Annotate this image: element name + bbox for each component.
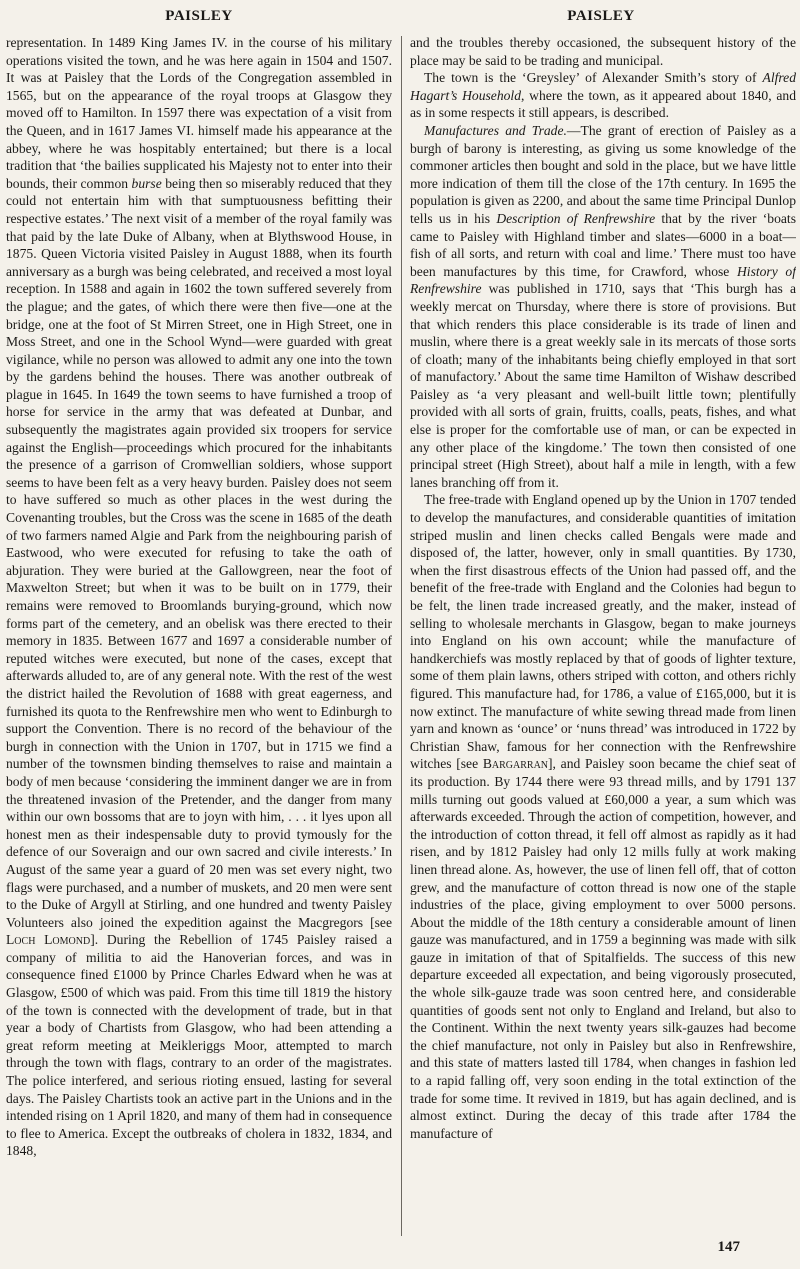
text-run: that by the river ‘boats came to Paisley with Highland timber and slates—6000 in a boat—fish of all sorts, and return with coal and lime.’ There must too have been manufactures by this time, for Crawford, whose bbox=[410, 210, 796, 279]
left-column bbox=[6, 34, 392, 1244]
text-run: The free-trade with England opened up by the Union in 1707 tended to develop the manufactures, and considerable quantities of imitation striped muslin and linen checks called Bengals were made and disposed of, the latter, however, only in small quantities. By 1730, when the first disastrous effects of the Union had passed off, and the benefit of the free-trade with England and the Colonies had begun to be felt, the linen trade increased greatly, and the maker, instead of selling to wholesale merchants in Glasgow, began to make journeys into England on his own account; while the manufacture of handkerchiefs was mostly replaced by that of goods of lighter texture, some of them plain lawns, others striped with cotton, and others richly figured. This manufacture had, for 1786, a value of £165,000, but it is now extinct. The manufacture of white sewing thread made from linen yarn and known as ‘ounce’ or ‘nuns thread’ was introduced in 1722 by Christian Shaw, famous for her connection with the Renfrewshire witches [see bbox=[410, 492, 796, 772]
text-run: and the troubles thereby occasioned, the subsequent history of the place may be said to be trading and municipal. bbox=[410, 35, 796, 68]
paragraph bbox=[410, 34, 796, 69]
italic-term: burse bbox=[131, 175, 162, 191]
text-run: The town is the ‘Greysley’ of Alexander Smith’s story of bbox=[424, 70, 757, 86]
column-divider bbox=[401, 36, 402, 1236]
right-column bbox=[410, 34, 796, 1244]
running-head-right: PAISLEY bbox=[567, 8, 635, 24]
section-heading: Manufactures and Trade. bbox=[424, 122, 567, 138]
paragraph bbox=[410, 491, 796, 1142]
running-header bbox=[0, 8, 800, 28]
paragraph bbox=[410, 69, 796, 122]
text-run: being then so miserably reduced that they could not entertain him with that sumptuousness befitting their respective estates.’ The next visit of a member of the royal family was that paid by the late Duke of Albany, when at Blythswood House, in 1875. Queen Victoria visited Paisley in August 1888, when its fourth anniversary as a burgh was being celebrated, and received a most loyal reception. In 1588 and again in 1602 the town suffered severely from the plague; and the gates, of which there were then five—one at the bridge, one at the foot of St Mirren Street, one in High Street, one in Moss Street, and one in the School Wynd—were guarded with great vigilance, while no person was allowed to admit any one into the town by the gardens behind the houses. There was another outbreak of plague in 1645. In 1649 the town seems to have furnished a troop of horse for service in the army that was defeated at Dunbar, and subsequently the magistrates again provided six troopers for service against the English—proceedings which procured for the inhabitants the presence of a garrison of Cromwellian soldiers, whose support seems to have been felt as a very heavy burden. Paisley does not seem to have suffered so much as other places in the west during the Covenanting troubles, but the Cross was the scene in 1685 of the death of two farmers named Algie and Park from the neighbouring parish of Eastwood, who were executed for refusing to take the oath of abjuration. They were buried at the Gallowgreen, near the foot of Maxwelton Street; but when it was to be built on in 1779, their remains were removed to Broomlands burying-ground, which now forms part of the cemetery, and an obelisk was there erected to their memory in 1835. Between 1677 and 1697 a considerable number of reputed witches were executed, but none of the cases, except that afterwards alluded to, are of any general note. With the rest of the west the district hailed the Revolution of 1688 with great eagerness, and furnished its quota to the Renfrewshire men who went to Edinburgh to support the Convention. There is no record of the behaviour of the burgh in connection with the Union in 1707, but in 1715 we find a number of the townsmen binding themselves to raise and maintain a body of men because ‘considering the imminent danger we are in from the threatened invasion of the Pretender, and the danger from many within our own bossoms that are to joyn with him, . . . it lyes upon all honest men as their indespensable duty to provid tymously for the defence of our Soveraign and our own sacred and civile interests.’ In August of the same year a guard of 20 men was set every night, two flags were purchased, and a number of muskets, and 20 men were sent to the Duke of Argyll at Stirling, and one hundred and twenty Paisley Volunteers also joined the expedition against the Macgregors [see bbox=[6, 175, 392, 930]
text-run: representation. In 1489 King James IV. in the course of his military operations visited the town, and he was here again in 1504 and 1507. It was at Paisley that the Lords of the Congregation assembled in 1565, but on the appearance of the royal troops at Glasgow they moved off to Hamilton. In 1597 there was expectation of a visit from the Queen, and in 1617 James VI. himself made his appearance at the abbey, where he was hospitably entertained; but there is a local tradition that ‘the bailies supplicated his Majesty not to enter into their bounds, their common bbox=[6, 35, 392, 191]
text-run: ]. During the Rebellion of 1745 Paisley raised a company of militia to aid the Hanoverian forces, and was in consequence fined £1000 by Prince Charles Edward when he was at Glasgow, £500 of which was paid. From this time till 1819 the history of the town is connected with the development of trade, but in that year a body of Chartists from Glasgow, who had been attending a great reform meeting at Meikleriggs Moor, attempted to march through the town with flags, contrary to an order of the magistrates. The police interfered, and serious rioting ensued, lasting for several days. The Paisley Chartists took an active part in the Unions and in the intended rising on 1 April 1820, and many of them had in consequence to flee to America. Except the outbreaks of cholera in 1832, 1834, and 1848, bbox=[6, 932, 392, 1159]
paragraph bbox=[6, 34, 392, 1160]
cross-reference: Bargarran bbox=[482, 756, 549, 772]
text-run: was published in 1710, says that ‘This burgh has a weekly mercat on Thursday, where there is store of provisions. But that which renders this place considerable is its trade of linen and muslin, where there is a great weekly sale in its mercats of those sorts of cloath; many of the inhabitants being chiefly employed in that sort of manufactory.’ About the same time Hamilton of Wishaw described Paisley as ‘a very pleasant and well-built little town; plentifully provided with all sorts of grain, fruitts, coalls, peats, fishes, and what else is proper for the comfortable use of man, or can be expected in any other place of the kingdome.’ The town then consisted of one principal street (High Street), about half a mile in length, with a few lanes branching off from it. bbox=[410, 281, 796, 490]
book-title: History of Renfrewshire bbox=[410, 263, 796, 297]
text-run: —The grant of erection of Paisley as a burgh of barony is interesting, as giving us some knowledge of the commoner articles then bought and sold in the place, but we have little more indication of them till the close of the 17th century. In 1695 the population is given as 2200, and about the same time Principal Dunlop tells us in his bbox=[410, 122, 796, 226]
paragraph bbox=[410, 122, 796, 491]
text-run: ], and Paisley soon became the chief seat of its production. By 1744 there were 93 thread mills, and by 1791 137 mills turning out goods valued at £60,000 a year, a sum which was afterwards exceeded. Through the action of competition, however, and the introduction of cotton thread, it fell off almost as rapidly as it had risen, and by 1812 Paisley had only 12 mills fully at work making linen thread alone. As, however, the use of linen fell off, that of cotton grew, and the manufacture of cotton thread is now one of the staple industries of the place, giving employment to over 5000 persons. About the middle of the 18th century a considerable amount of linen gauze was manufactured, and in 1759 a beginning was made with silk gauze in imitation of that of Spitalfields. The success of this new departure exceeded all expectation, and being vigorously prosecuted, the whole silk-gauze trade was soon centred here, and considerable quantities of goods sent not only to England and Ireland, but also to the Continent. Within the next twenty years silk-gauzes had become the chief manufacture, not only in Paisley but also in Renfrewshire, and this state of matters lasted till 1784, when changes in fashion led to a rapid falling off, very soon ending in the total extinction of the trade for some time. It revived in 1819, but has again declined, and is almost extinct. During the decay of this trade after 1784 the manufacture of bbox=[410, 756, 796, 1141]
book-title: Description of Renfrewshire bbox=[496, 210, 656, 226]
running-head-left: PAISLEY bbox=[165, 8, 233, 24]
text-run: , where the town, as it appeared about 1840, and as in some respects it still appears, is described. bbox=[410, 87, 796, 121]
page-number: 147 bbox=[717, 1239, 740, 1255]
book-title: Alfred Hagart’s Household bbox=[410, 70, 796, 103]
cross-reference: Loch Lomond bbox=[6, 932, 91, 948]
